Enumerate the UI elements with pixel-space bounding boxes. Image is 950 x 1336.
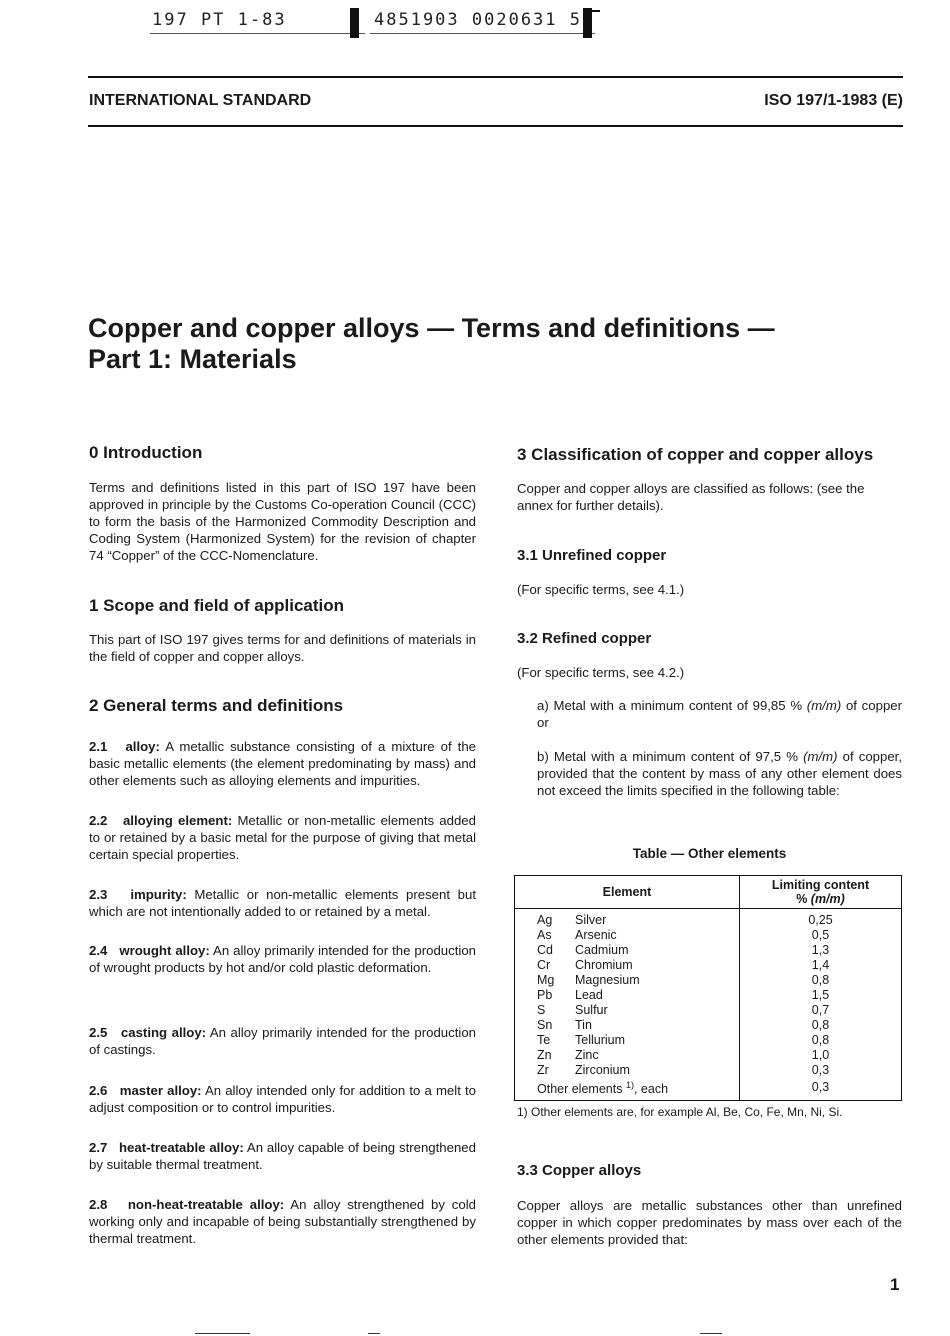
table-header-limit-unit-pre: %: [796, 892, 811, 906]
definition-term: non-heat-treatable alloy:: [127, 1197, 285, 1212]
section-3-3-text: Copper alloys are metallic substances other than unrefined copper in which copper predominates by mass over each of the other elements provided that:: [517, 1198, 902, 1247]
definition-2-8: [89, 1196, 476, 1247]
scan-artifact: [700, 1333, 722, 1334]
element-name: Magnesium: [575, 973, 640, 987]
definition-term: alloying element:: [122, 813, 233, 828]
definition-number: 2.8: [89, 1197, 108, 1212]
element-symbol: Pb: [537, 988, 553, 1002]
element-cell-other: [515, 1078, 740, 1101]
table-row: [515, 943, 902, 958]
element-name: Cadmium: [575, 943, 629, 957]
element-symbol: Zn: [537, 1048, 552, 1062]
scan-code-left: 197 PT 1-83: [152, 10, 287, 30]
table-row: [515, 909, 902, 929]
table-row: [515, 1033, 902, 1048]
table-header-limit-line1: Limiting content: [771, 878, 870, 892]
other-elements-suffix: , each: [633, 1082, 669, 1097]
refined-copper-item-a: [537, 697, 902, 731]
scan-bar-right: [583, 8, 592, 38]
element-cell: [515, 1003, 740, 1018]
item-text: b) Metal with a minimum content of 97,5 %: [537, 749, 804, 764]
document-title-line1: Copper and copper alloys — Terms and definitions —: [88, 313, 775, 343]
definition-2-4: [89, 942, 476, 976]
definition-term: alloy:: [125, 739, 160, 754]
definition-number: 2.1: [89, 739, 108, 754]
scan-code-right: 4851903 0020631 5: [374, 10, 582, 30]
item-unit: (m/m): [806, 698, 842, 713]
elements-table: [514, 875, 902, 1101]
limit-value: 0,25: [740, 909, 902, 929]
table-row: [515, 928, 902, 943]
table-row: [515, 1063, 902, 1078]
definition-term: wrought alloy:: [119, 943, 210, 958]
table-body: [515, 909, 902, 1101]
definition-text: An alloy intended only for addition to a melt to adjust composition or to control impurities.: [89, 1083, 476, 1115]
definition-text: A metallic substance consisting of a mixture of the basic metallic elements (the element predominating by mass) and other elements such as alloying elements and impurities.: [89, 739, 476, 788]
element-symbol: Cr: [537, 958, 551, 972]
definition-2-6: [89, 1082, 476, 1116]
limit-value: 1,4: [740, 958, 902, 973]
scan-underline-left: [150, 33, 365, 34]
definition-text: Metallic or non-metallic elements added to or retained by a basic metal for the purpose of giving that metal certain special properties.: [89, 813, 476, 862]
item-text: of copper or: [537, 698, 902, 730]
definition-2-1: [89, 738, 476, 789]
table-header-limit: [740, 876, 902, 909]
section-3-3-heading: 3.3 Copper alloys: [517, 1162, 642, 1179]
scan-bar-tick: [590, 10, 600, 12]
table-header-limit-unit: (m/m): [810, 892, 845, 906]
other-elements-label: Other elements: [537, 1082, 623, 1097]
limit-value-other: 0,3: [740, 1078, 902, 1101]
section-3-2-heading: 3.2 Refined copper: [517, 630, 652, 647]
definition-text: An alloy strengthened by cold working only and incapable of being substantially strengthened by thermal treatment.: [89, 1197, 476, 1246]
scan-artifact: [195, 1333, 250, 1334]
element-symbol: Cd: [537, 943, 553, 957]
definition-2-7: [89, 1139, 476, 1173]
definition-number: 2.7: [89, 1140, 108, 1155]
element-cell: [515, 1048, 740, 1063]
table-row: [515, 1048, 902, 1063]
definition-number: 2.5: [89, 1025, 108, 1040]
definition-text: An alloy primarily intended for the production of wrought products by hot and/or cold plastic deformation.: [89, 943, 476, 975]
header-left: INTERNATIONAL STANDARD: [89, 92, 312, 109]
definition-term: heat-treatable alloy:: [118, 1140, 244, 1155]
definition-number: 2.6: [89, 1083, 108, 1098]
limit-value: 0,3: [740, 1063, 902, 1078]
definition-2-2: [89, 812, 476, 863]
element-name: Tellurium: [575, 1033, 626, 1047]
element-symbol: S: [537, 1003, 546, 1017]
scan-artifact: [368, 1333, 380, 1334]
section-3-text: Copper and copper alloys are classified as follows: (see the annex for further details).: [517, 481, 865, 513]
element-name: Arsenic: [575, 928, 617, 942]
limit-value: 1,3: [740, 943, 902, 958]
table-row: [515, 973, 902, 988]
table-row: [515, 1018, 902, 1033]
element-symbol: Te: [537, 1033, 551, 1047]
item-text: of copper, provided that the content by mass of any other element does not exceed the limits specified in the following table:: [537, 749, 902, 798]
document-title-line2: Part 1: Materials: [88, 344, 297, 374]
header-top-rule: [88, 76, 903, 78]
element-cell: [515, 1063, 740, 1078]
element-name: Tin: [575, 1018, 592, 1032]
section-3-1-text: (For specific terms, see 4.1.): [517, 582, 685, 597]
element-symbol: Mg: [537, 973, 555, 987]
section-3-2-text: (For specific terms, see 4.2.): [517, 665, 685, 680]
table-header-element: Element: [515, 876, 740, 909]
footnote-marker: 1): [625, 1080, 634, 1090]
definition-term: master alloy:: [119, 1083, 202, 1098]
section-0-heading: 0 Introduction: [89, 443, 203, 462]
limit-value: 0,8: [740, 1018, 902, 1033]
table-row-other: [515, 1078, 902, 1101]
limit-value: 0,8: [740, 1033, 902, 1048]
section-1-heading: 1 Scope and field of application: [89, 596, 345, 615]
definition-text: An alloy capable of being strengthened by suitable thermal treatment.: [89, 1140, 476, 1172]
limit-value: 1,0: [740, 1048, 902, 1063]
definition-number: 2.4: [89, 943, 108, 958]
element-name: Lead: [575, 988, 603, 1002]
section-2-heading: 2 General terms and definitions: [89, 696, 344, 715]
element-name: Silver: [575, 913, 607, 927]
section-1-text: This part of ISO 197 gives terms for and definitions of materials in the field of copper and copper alloys.: [89, 632, 476, 664]
page-number: 1: [890, 1275, 900, 1294]
definition-term: casting alloy:: [120, 1025, 207, 1040]
element-name: Sulfur: [575, 1003, 608, 1017]
element-cell: [515, 909, 740, 929]
element-name: Zinc: [575, 1048, 599, 1062]
definition-text: An alloy primarily intended for the production of castings.: [89, 1025, 476, 1057]
element-cell: [515, 973, 740, 988]
section-3-1-heading: 3.1 Unrefined copper: [517, 547, 667, 564]
definition-number: 2.3: [89, 887, 108, 902]
element-name: Zirconium: [575, 1063, 630, 1077]
element-symbol: Ag: [537, 913, 553, 927]
element-cell: [515, 988, 740, 1003]
limit-value: 0,7: [740, 1003, 902, 1018]
table-footnote: 1) Other elements are, for example Al, Be, Co, Fe, Mn, Ni, Si.: [517, 1105, 843, 1119]
element-symbol: Sn: [537, 1018, 553, 1032]
definition-term: impurity:: [130, 887, 187, 902]
refined-copper-item-b: [537, 748, 902, 799]
element-symbol: Zr: [537, 1063, 549, 1077]
definition-2-3: [89, 886, 476, 920]
item-text: a) Metal with a minimum content of 99,85 %: [537, 698, 807, 713]
header-bottom-rule: [88, 125, 903, 127]
table-row: [515, 988, 902, 1003]
table-row: [515, 1003, 902, 1018]
limit-value: 1,5: [740, 988, 902, 1003]
definition-text: Metallic or non-metallic elements present but which are not intentionally added to or retained by a metal.: [89, 887, 476, 919]
item-unit: (m/m): [803, 749, 838, 764]
definition-2-5: [89, 1024, 476, 1058]
header-right: ISO 197/1-1983 (E): [764, 92, 903, 109]
section-0-text: Terms and definitions listed in this part of ISO 197 have been approved in principle by the Customs Co-operation Council (CCC) to form the basis of the Harmonized Commodity Description and Coding System (Harmonized System) for the revision of chapter 74 “Copper” of the CCC-Nomenclature.: [89, 480, 476, 563]
table-row: [515, 958, 902, 973]
element-cell: [515, 1018, 740, 1033]
element-name: Chromium: [575, 958, 633, 972]
section-3-heading: 3 Classification of copper and copper alloys: [517, 445, 874, 464]
element-cell: [515, 1033, 740, 1048]
limit-value: 0,8: [740, 973, 902, 988]
element-cell: [515, 943, 740, 958]
element-symbol: As: [537, 928, 552, 942]
scan-bar-left: [350, 8, 359, 38]
definition-number: 2.2: [89, 813, 108, 828]
element-cell: [515, 928, 740, 943]
limit-value: 0,5: [740, 928, 902, 943]
scan-underline-right: [370, 33, 595, 34]
element-cell: [515, 958, 740, 973]
table-caption: Table — Other elements: [632, 846, 787, 861]
elements-table-wrapper: [514, 875, 902, 1101]
